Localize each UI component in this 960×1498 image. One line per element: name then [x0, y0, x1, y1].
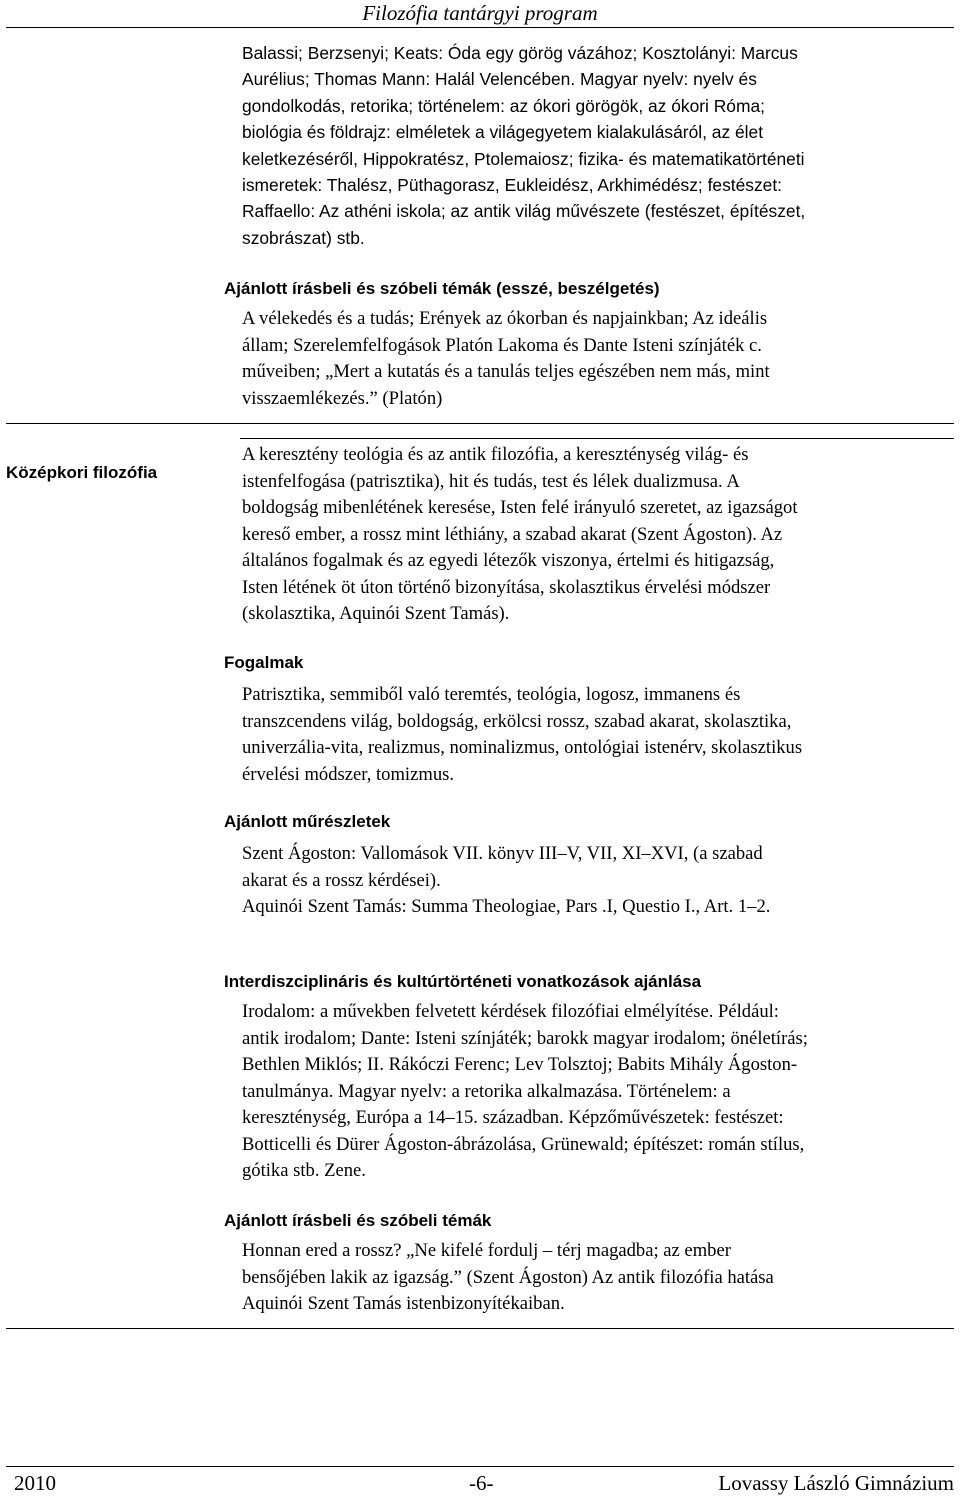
text-line: ismeretek: Thalész, Püthagorasz, Eukleidész, Arkhimédész; festészet:: [242, 175, 783, 196]
interdisciplinary-continued-paragraph: [242, 40, 954, 251]
text-line: istenfelfogása (patrisztika), hit és tudás, test és lélek dualizmusa. A: [242, 470, 740, 492]
text-line: akarat és a rossz kérdései).: [242, 869, 441, 891]
text-line: Balassi; Berzsenyi; Keats: Óda egy görög vázához; Kosztolányi: Marcus: [242, 43, 798, 63]
text-line: univerzália-vita, realizmus, nominalizmus, ontológiai istenérv, skolasztikus: [242, 737, 803, 758]
header-rule: [6, 27, 954, 28]
text-line: (skolasztika, Aquinói Szent Tamás).: [242, 603, 510, 624]
concepts-paragraph: [242, 682, 954, 788]
footer-page-number: -6-: [469, 1471, 494, 1495]
text-line: szobrászat) stb.: [242, 227, 365, 248]
section-divider: [6, 423, 954, 424]
ancient-topics-heading: Ajánlott írásbeli és szóbeli témák (esszé, beszélgetés): [224, 279, 660, 298]
text-line: Aquinói Szent Tamás: Summa Theologiae, Pars .I, Questio I., Art. 1–2.: [242, 896, 771, 917]
text-line: kereső ember, a rossz mint léthiány, a szabad akarat (Szent Ágoston). Az: [242, 523, 783, 545]
section-label-medieval-philosophy: Középkori filozófia: [6, 463, 158, 482]
footer-school: Lovassy László Gimnázium: [718, 1471, 954, 1495]
interdisciplinary-heading: Interdiszciplináris és kultúrtörténeti vonatkozások ajánlása: [224, 972, 702, 991]
text-line: kereszténység, Európa a 14–15. században. Képzőművészetek: festészet:: [242, 1107, 784, 1128]
text-line: gótika stb. Zene.: [242, 1160, 366, 1181]
medieval-intro-paragraph: [242, 442, 954, 628]
medieval-topics-paragraph: [242, 1238, 954, 1318]
page-header-title: Filozófia tantárgyi program: [362, 1, 598, 25]
section-end-rule: [6, 1328, 954, 1329]
text-line: Isten létének öt úton történő bizonyítása, skolasztikus érvelési módszer: [242, 576, 771, 598]
medieval-topics-heading: Ajánlott írásbeli és szóbeli témák: [224, 1211, 492, 1230]
text-line: érvelési módszer, tomizmus.: [242, 763, 454, 785]
text-line: keletkezéséről, Hippokratész, Ptolemaiosz; fizika- és matematikatörténeti: [242, 148, 805, 169]
interdisciplinary-paragraph: [242, 999, 954, 1185]
text-line: antik irodalom; Dante: Isteni színjáték; barokk magyar irodalom; önéletírás;: [242, 1027, 808, 1049]
text-line: boldogság mibenlétének keresése, Isten felé irányuló szeretet, az igazságot: [242, 497, 798, 518]
text-line: Aquinói Szent Tamás istenbizonyítékaiban.: [242, 1293, 565, 1314]
section-subdivider: [240, 438, 954, 439]
text-line: Botticelli és Dürer Ágoston-ábrázolása, Grünewald; építészet: román stílus,: [242, 1133, 805, 1155]
text-line: Patrisztika, semmiből való teremtés, teológia, logosz, immanens és: [242, 684, 741, 705]
excerpts-paragraph: [242, 841, 954, 921]
excerpts-heading: Ajánlott műrészletek: [224, 812, 391, 831]
text-line: Raffaello: Az athéni iskola; az antik világ művészete (festészet, építészet,: [242, 201, 806, 222]
footer-year: 2010: [14, 1471, 56, 1495]
text-line: transzcendens világ, boldogság, erkölcsi rossz, szabad akarat, skolasztika,: [242, 710, 792, 732]
text-line: állam; Szerelemfelfogások Platón Lakoma és Dante Isteni színjáték c.: [242, 334, 762, 356]
text-line: Honnan ered a rossz? „Ne kifelé fordulj – térj magadba; az ember: [242, 1240, 731, 1261]
text-line: általános fogalmak és az egyedi létezők viszonya, értelmi és hitigazság,: [242, 550, 775, 571]
ancient-topics-paragraph: [242, 306, 954, 412]
text-line: bensőjében lakik az igazság.” (Szent Ágoston) Az antik filozófia hatása: [242, 1266, 774, 1288]
text-line: biológia és földrajz: elméletek a világegyetem kialakulásáról, az élet: [242, 122, 764, 143]
concepts-heading: Fogalmak: [224, 653, 304, 672]
text-line: gondolkodás, retorika; történelem: az ókori görögök, az ókori Róma;: [242, 95, 765, 116]
text-line: Aurélius; Thomas Mann: Halál Velencében. Magyar nyelv: nyelv és: [242, 69, 757, 90]
text-line: Szent Ágoston: Vallomások VII. könyv III–V, VII, XI–XVI, (a szabad: [242, 843, 763, 864]
text-line: tanulmánya. Magyar nyelv: a retorika alkalmazása. Történelem: a: [242, 1080, 731, 1102]
text-line: Bethlen Miklós; II. Rákóczi Ferenc; Lev Tolsztoj; Babits Mihály Ágoston-: [242, 1054, 798, 1075]
footer-rule: [6, 1466, 954, 1467]
text-line: műveiben; „Mert a kutatás és a tanulás teljes egészében nem más, mint: [242, 361, 770, 382]
text-line: A keresztény teológia és az antik filozófia, a kereszténység világ- és: [242, 444, 749, 465]
text-line: Irodalom: a művekben felvetett kérdések filozófiai elmélyítése. Például:: [242, 1001, 779, 1022]
text-line: visszaemlékezés.” (Platón): [242, 387, 443, 409]
text-line: A vélekedés és a tudás; Erények az ókorban és napjainkban; Az ideális: [242, 308, 768, 329]
